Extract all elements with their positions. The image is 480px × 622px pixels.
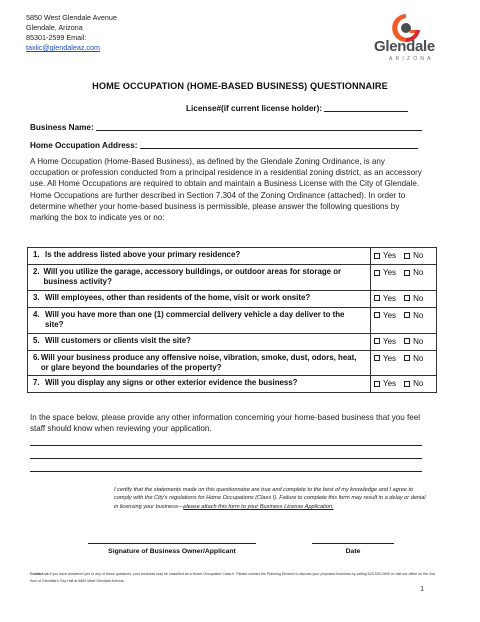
address-line-2: Glendale, Arizona xyxy=(26,23,83,32)
checkbox-icon[interactable] xyxy=(404,381,410,387)
certification-text: I certify that the statements made on this questionnaire are true and complete to the best of my knowledge and I agree to comply with the City's regulations for Home Occupations (Class I). Failure to complete this form may result in a delay or denial in licensing your business— xyxy=(114,487,426,510)
question-number: 3. xyxy=(33,292,40,302)
question-number: 1. xyxy=(33,250,40,259)
checkbox-icon[interactable] xyxy=(404,312,410,318)
footer-text: if you have answered yes to any of these questions, your business may be classified as a Home Occupation Class II. Please contact the Planning Division to discuss your proposed business by calling 623-930-2800 or visit our office on the 2nd floor of Glendale's City Hall at 5850 West Glendale Avenue. xyxy=(30,572,436,583)
question-text: Will employees, other than residents of the home, visit or work onsite? xyxy=(45,292,311,302)
question-text: Will you display any signs or other exterior evidence the business? xyxy=(45,378,298,388)
option-label: No xyxy=(413,251,424,260)
question-number: 7. xyxy=(33,378,40,388)
intro-paragraph: A Home Occupation (Home-Based Business), as defined by the Glendale Zoning Ordinance, is any occupation or profession conducted from a principal residence in a residential zoning district, as an accessory use. All Home Occupations are required to obtain and maintain a Business License with the City of Glendale. Home Occupations are further described in Section 7.304 of the Zoning Ordinance (attached). In order to determine whether your home-based business is permissible, please answer the following questions by marking the box to indicate yes or no: xyxy=(30,157,422,223)
checkbox-icon[interactable] xyxy=(404,295,410,301)
home-address-field xyxy=(30,140,418,150)
option-label: Yes xyxy=(383,293,397,303)
question-row xyxy=(28,265,437,291)
certification-statement xyxy=(114,486,426,511)
license-label: License#(if current license holder): xyxy=(186,104,323,113)
question-number: 6. xyxy=(33,352,40,362)
address-block xyxy=(26,13,117,53)
no-option[interactable] xyxy=(404,354,423,363)
question-text: Will you utilize the garage, accessory buildings, or outdoor areas for storage or business activity? xyxy=(43,267,342,287)
option-label: No xyxy=(413,293,424,303)
option-label: No xyxy=(413,310,424,320)
option-label: Yes xyxy=(383,251,397,260)
question-text-cell xyxy=(28,265,371,291)
checkbox-icon[interactable] xyxy=(404,338,410,344)
additional-info-line-1[interactable] xyxy=(30,445,422,446)
license-input[interactable] xyxy=(324,103,408,112)
owner-signature-line[interactable] xyxy=(88,543,256,544)
business-name-field xyxy=(30,122,422,132)
license-field xyxy=(186,103,408,113)
address-line-3: 85301-2599 Email: xyxy=(26,33,87,42)
date-line[interactable] xyxy=(312,543,394,544)
checkbox-icon[interactable] xyxy=(404,270,410,276)
checkbox-icon[interactable] xyxy=(404,253,410,259)
yes-option[interactable] xyxy=(374,294,396,303)
option-label: Yes xyxy=(383,353,397,363)
question-text: Is the address listed above your primary residence? xyxy=(45,250,241,259)
option-label: Yes xyxy=(383,336,397,346)
option-label: No xyxy=(413,353,424,363)
question-number: 2. xyxy=(33,267,40,276)
question-row xyxy=(28,307,437,333)
checkbox-icon[interactable] xyxy=(374,253,380,259)
footer-note xyxy=(30,571,440,585)
answer-cell xyxy=(371,290,437,307)
address-line-1: 5850 West Glendale Avenue xyxy=(26,13,117,22)
question-row xyxy=(28,248,437,265)
owner-signature-label: Signature of Business Owner/Applicant xyxy=(108,548,236,555)
checkbox-icon[interactable] xyxy=(374,270,380,276)
question-text: Will you have more than one (1) commercial delivery vehicle a day deliver to the site? xyxy=(45,309,345,330)
question-number: 4. xyxy=(33,309,40,319)
option-label: No xyxy=(413,379,424,389)
checkbox-icon[interactable] xyxy=(374,312,380,318)
answer-cell xyxy=(371,376,437,393)
option-label: No xyxy=(413,268,424,277)
checkbox-icon[interactable] xyxy=(374,355,380,361)
checkbox-icon[interactable] xyxy=(374,381,380,387)
question-text-cell xyxy=(28,350,371,376)
checkbox-icon[interactable] xyxy=(374,338,380,344)
yes-option[interactable] xyxy=(374,268,396,277)
question-text: Will customers or clients visit the site? xyxy=(45,335,191,345)
no-option[interactable] xyxy=(404,337,423,346)
answer-cell xyxy=(371,333,437,350)
answer-cell xyxy=(371,307,437,333)
yes-option[interactable] xyxy=(374,379,396,388)
additional-info-line-3[interactable] xyxy=(30,471,422,472)
logo-subtitle: ARIZONA xyxy=(389,56,434,62)
no-option[interactable] xyxy=(404,251,423,260)
answer-cell xyxy=(371,265,437,291)
home-address-label: Home Occupation Address: xyxy=(30,141,138,150)
no-option[interactable] xyxy=(404,379,423,388)
question-row xyxy=(28,290,437,307)
checkbox-icon[interactable] xyxy=(404,355,410,361)
question-text-cell xyxy=(28,376,371,393)
additional-info-line-2[interactable] xyxy=(30,458,422,459)
logo-wordmark: Glendale xyxy=(374,38,435,55)
option-label: Yes xyxy=(383,379,397,389)
answer-cell xyxy=(371,248,437,265)
email-link[interactable]: taxlic@glendaleaz.com xyxy=(26,43,101,52)
date-label: Date xyxy=(345,548,361,555)
footer-lead: Contact us xyxy=(30,572,49,576)
option-label: Yes xyxy=(383,268,397,277)
option-label: No xyxy=(413,336,424,346)
question-text-cell xyxy=(28,290,371,307)
no-option[interactable] xyxy=(404,294,423,303)
page-number: 1 xyxy=(420,584,425,593)
question-number: 5. xyxy=(33,335,40,345)
checkbox-icon[interactable] xyxy=(374,295,380,301)
yes-option[interactable] xyxy=(374,311,396,320)
home-address-input[interactable] xyxy=(140,140,418,149)
yes-option[interactable] xyxy=(374,337,396,346)
questions-table xyxy=(27,247,437,393)
question-row xyxy=(28,350,437,376)
business-name-input[interactable] xyxy=(96,122,422,131)
yes-option[interactable] xyxy=(374,251,396,260)
question-text-cell xyxy=(28,333,371,350)
question-text-cell xyxy=(28,248,371,265)
business-name-label: Business Name: xyxy=(30,123,94,132)
page-title: HOME OCCUPATION (HOME-BASED BUSINESS) QUESTIONNAIRE xyxy=(92,81,388,91)
no-option[interactable] xyxy=(404,268,423,277)
question-row xyxy=(28,333,437,350)
additional-info-prompt: In the space below, please provide any other information concerning your home-based business that you feel staff should know when reviewing your application. xyxy=(30,413,421,434)
question-text-cell xyxy=(28,307,371,333)
option-label: Yes xyxy=(383,310,397,320)
no-option[interactable] xyxy=(404,311,423,320)
question-row xyxy=(28,376,437,393)
certification-underlined: please attach this form to your Business License Application. xyxy=(183,503,334,510)
answer-cell xyxy=(371,350,437,376)
question-text: Will your business produce any offensive noise, vibration, smoke, dust, odors, heat, or glare beyond the boundaries of the property? xyxy=(40,352,357,373)
yes-option[interactable] xyxy=(374,354,396,363)
